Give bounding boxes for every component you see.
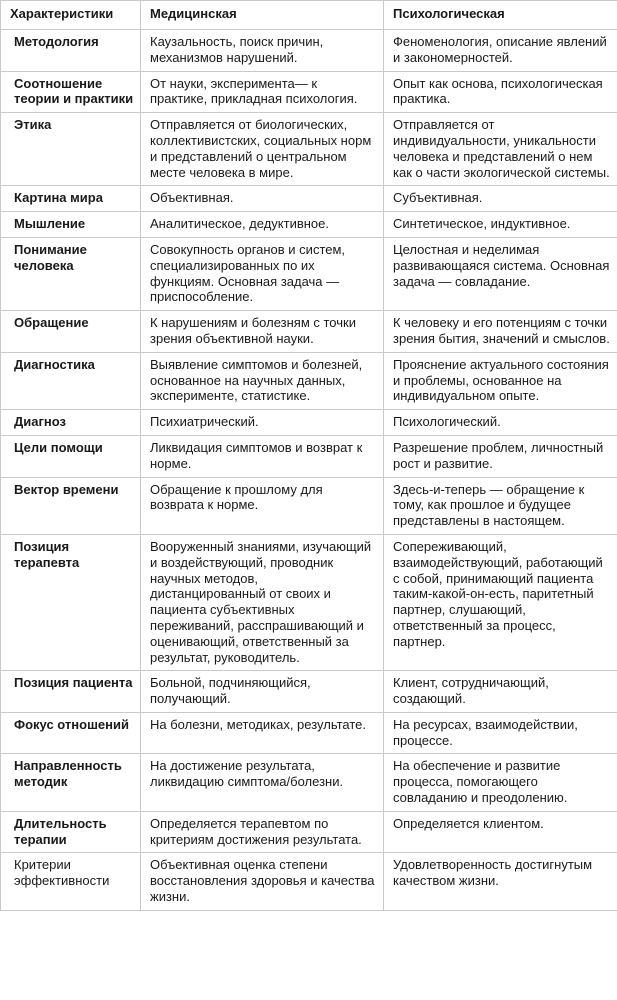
row-label: Мышление xyxy=(1,212,141,238)
medical-cell: Ликвидация симптомов и возврат к норме. xyxy=(141,435,384,477)
row-label: Диагностика xyxy=(1,352,141,409)
table-row xyxy=(1,30,617,72)
psychological-cell: На ресурсах, взаимодействии, процессе. xyxy=(384,712,617,754)
table-row xyxy=(1,811,617,853)
table-row xyxy=(1,212,617,238)
row-label: Критерии эффективности xyxy=(1,853,141,910)
medical-cell: На болезни, методиках, результате. xyxy=(141,712,384,754)
header-row xyxy=(1,1,617,30)
row-label: Диагноз xyxy=(1,410,141,436)
row-label: Обращение xyxy=(1,311,141,353)
medical-cell: Объективная оценка степени восстановления здоровья и качества жизни. xyxy=(141,853,384,910)
table-row xyxy=(1,754,617,811)
table-row xyxy=(1,352,617,409)
header-psychological: Психологическая xyxy=(384,1,617,30)
medical-cell: К нарушениям и болезням с точки зрения объективной науки. xyxy=(141,311,384,353)
row-label: Картина мира xyxy=(1,186,141,212)
medical-cell: Аналитическое, дедуктивное. xyxy=(141,212,384,238)
row-label: Соотношение теории и практики xyxy=(1,71,141,113)
medical-cell: Отправляется от биологических, коллективистских, социальных норм и представлений о центральном месте человека в мире. xyxy=(141,113,384,186)
table-row xyxy=(1,435,617,477)
medical-cell: Больной, подчиняющийся, получающий. xyxy=(141,671,384,713)
medical-cell: Объективная. xyxy=(141,186,384,212)
row-label: Позиция пациента xyxy=(1,671,141,713)
psychological-cell: Субъективная. xyxy=(384,186,617,212)
table-row xyxy=(1,671,617,713)
psychological-cell: Отправляется от индивидуальности, уникальности человека и представлений о нем как о части экологической системы. xyxy=(384,113,617,186)
row-label: Длительность терапии xyxy=(1,811,141,853)
psychological-cell: Опыт как основа, психологическая практика. xyxy=(384,71,617,113)
medical-cell: Выявление симптомов и болезней, основанное на научных данных, эксперименте, статистике. xyxy=(141,352,384,409)
table-row xyxy=(1,311,617,353)
medical-cell: Определяется терапевтом по критериям достижения результата. xyxy=(141,811,384,853)
row-label: Направленность методик xyxy=(1,754,141,811)
table-row xyxy=(1,237,617,310)
medical-cell: Каузальность, поиск причин, механизмов нарушений. xyxy=(141,30,384,72)
table-row xyxy=(1,477,617,534)
table-row xyxy=(1,71,617,113)
table-row xyxy=(1,712,617,754)
row-label: Цели помощи xyxy=(1,435,141,477)
psychological-cell: Феноменология, описание явлений и закономерностей. xyxy=(384,30,617,72)
header-characteristics: Характеристики xyxy=(1,1,141,30)
medical-cell: На достижение результата, ликвидацию симптома/болезни. xyxy=(141,754,384,811)
psychological-cell: Определяется клиентом. xyxy=(384,811,617,853)
medical-cell: От науки, эксперимента— к практике, прикладная психология. xyxy=(141,71,384,113)
row-label: Этика xyxy=(1,113,141,186)
table-row xyxy=(1,853,617,910)
psychological-cell: Синтетическое, индуктивное. xyxy=(384,212,617,238)
psychological-cell: Целостная и неделимая развивающаяся система. Основная задача — совладание. xyxy=(384,237,617,310)
psychological-cell: Здесь-и-теперь — обращение к тому, как прошлое и будущее представлены в настоящем. xyxy=(384,477,617,534)
psychological-cell: Психологический. xyxy=(384,410,617,436)
row-label: Позиция терапевта xyxy=(1,534,141,670)
row-label: Понимание человека xyxy=(1,237,141,310)
psychological-cell: К человеку и его потенциям с точки зрения бытия, значений и смыслов. xyxy=(384,311,617,353)
psychological-cell: Удовлетворенность достигнутым качеством жизни. xyxy=(384,853,617,910)
table-row xyxy=(1,186,617,212)
header-medical: Медицинская xyxy=(141,1,384,30)
row-label: Вектор времени xyxy=(1,477,141,534)
table-row xyxy=(1,534,617,670)
psychological-cell: На обеспечение и развитие процесса, помогающего совладанию и преодолению. xyxy=(384,754,617,811)
psychological-cell: Клиент, сотрудничающий, создающий. xyxy=(384,671,617,713)
table-row xyxy=(1,113,617,186)
medical-cell: Психиатрический. xyxy=(141,410,384,436)
psychological-cell: Сопереживающий, взаимодействующий, работающий с собой, принимающий пациента таким-какой-он-есть, паритетный партнер, слушающий, ответственный за процесс, партнер. xyxy=(384,534,617,670)
table-row xyxy=(1,410,617,436)
psychological-cell: Прояснение актуального состояния и проблемы, основанное на индивидуальном опыте. xyxy=(384,352,617,409)
medical-cell: Вооруженный знаниями, изучающий и воздействующий, проводник научных методов, дистанцированный от своих и пациента субъективных переживаний, расспрашивающий и оценивающий, ответственный за результат, руководитель. xyxy=(141,534,384,670)
row-label: Методология xyxy=(1,30,141,72)
medical-cell: Совокупность органов и систем, специализированных по их функциям. Основная задача — приспособление. xyxy=(141,237,384,310)
medical-cell: Обращение к прошлому для возврата к норме. xyxy=(141,477,384,534)
psychological-cell: Разрешение проблем, личностный рост и развитие. xyxy=(384,435,617,477)
row-label: Фокус отношений xyxy=(1,712,141,754)
